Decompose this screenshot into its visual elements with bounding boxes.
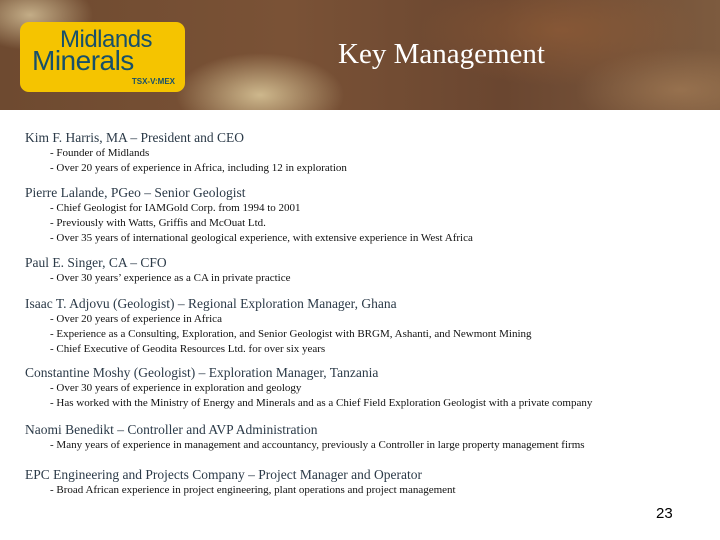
bullet: - Over 30 years’ experience as a CA in private practice <box>50 272 291 284</box>
section-heading: Naomi Benedikt – Controller and AVP Administration <box>25 422 318 437</box>
person-section <box>25 365 592 411</box>
bullet: - Experience as a Consulting, Exploration, and Senior Geologist with BRGM, Ashanti, and Newmont Mining <box>50 328 532 340</box>
bullet: - Many years of experience in management and accountancy, previously a Controller in large property management firms <box>50 439 585 451</box>
slide-title: Key Management <box>338 38 545 70</box>
bullet: - Chief Executive of Geodita Resources Ltd. for over six years <box>50 343 326 355</box>
page-number: 23 <box>656 505 673 522</box>
header-banner <box>0 0 720 110</box>
section-heading: Constantine Moshy (Geologist) – Exploration Manager, Tanzania <box>25 365 379 380</box>
person-section <box>25 422 585 453</box>
section-heading: Pierre Lalande, PGeo – Senior Geologist <box>25 185 246 200</box>
logo-line2: Minerals <box>32 45 134 76</box>
bullet: - Has worked with the Ministry of Energy and Minerals and as a Chief Field Exploration Geologist with a private company <box>50 397 593 409</box>
bullet: - Broad African experience in project engineering, plant operations and project management <box>50 484 456 496</box>
logo-line1: Midlands <box>60 26 153 53</box>
bullet: - Chief Geologist for IAMGold Corp. from 1994 to 2001 <box>50 202 301 214</box>
section-heading: Isaac T. Adjovu (Geologist) – Regional Exploration Manager, Ghana <box>25 296 397 311</box>
person-section <box>25 467 456 498</box>
person-section <box>25 130 347 176</box>
bullet: - Over 20 years of experience in Africa <box>50 313 222 325</box>
section-heading: Kim F. Harris, MA – President and CEO <box>25 130 245 145</box>
logo-ticker: TSX-V:MEX <box>131 77 175 86</box>
bullet: - Founder of Midlands <box>50 147 150 159</box>
bullet: - Previously with Watts, Griffis and McOuat Ltd. <box>50 217 266 229</box>
section-heading: Paul E. Singer, CA – CFO <box>25 255 167 270</box>
person-section <box>25 255 290 286</box>
company-logo <box>20 22 185 92</box>
bullet: - Over 30 years of experience in exploration and geology <box>50 382 302 394</box>
person-section <box>25 296 532 357</box>
bullet: - Over 20 years of experience in Africa, including 12 in exploration <box>50 162 347 174</box>
bullet: - Over 35 years of international geological experience, with extensive experience in West Africa <box>50 232 473 244</box>
person-section <box>25 185 473 246</box>
section-heading: EPC Engineering and Projects Company – Project Manager and Operator <box>25 467 423 482</box>
